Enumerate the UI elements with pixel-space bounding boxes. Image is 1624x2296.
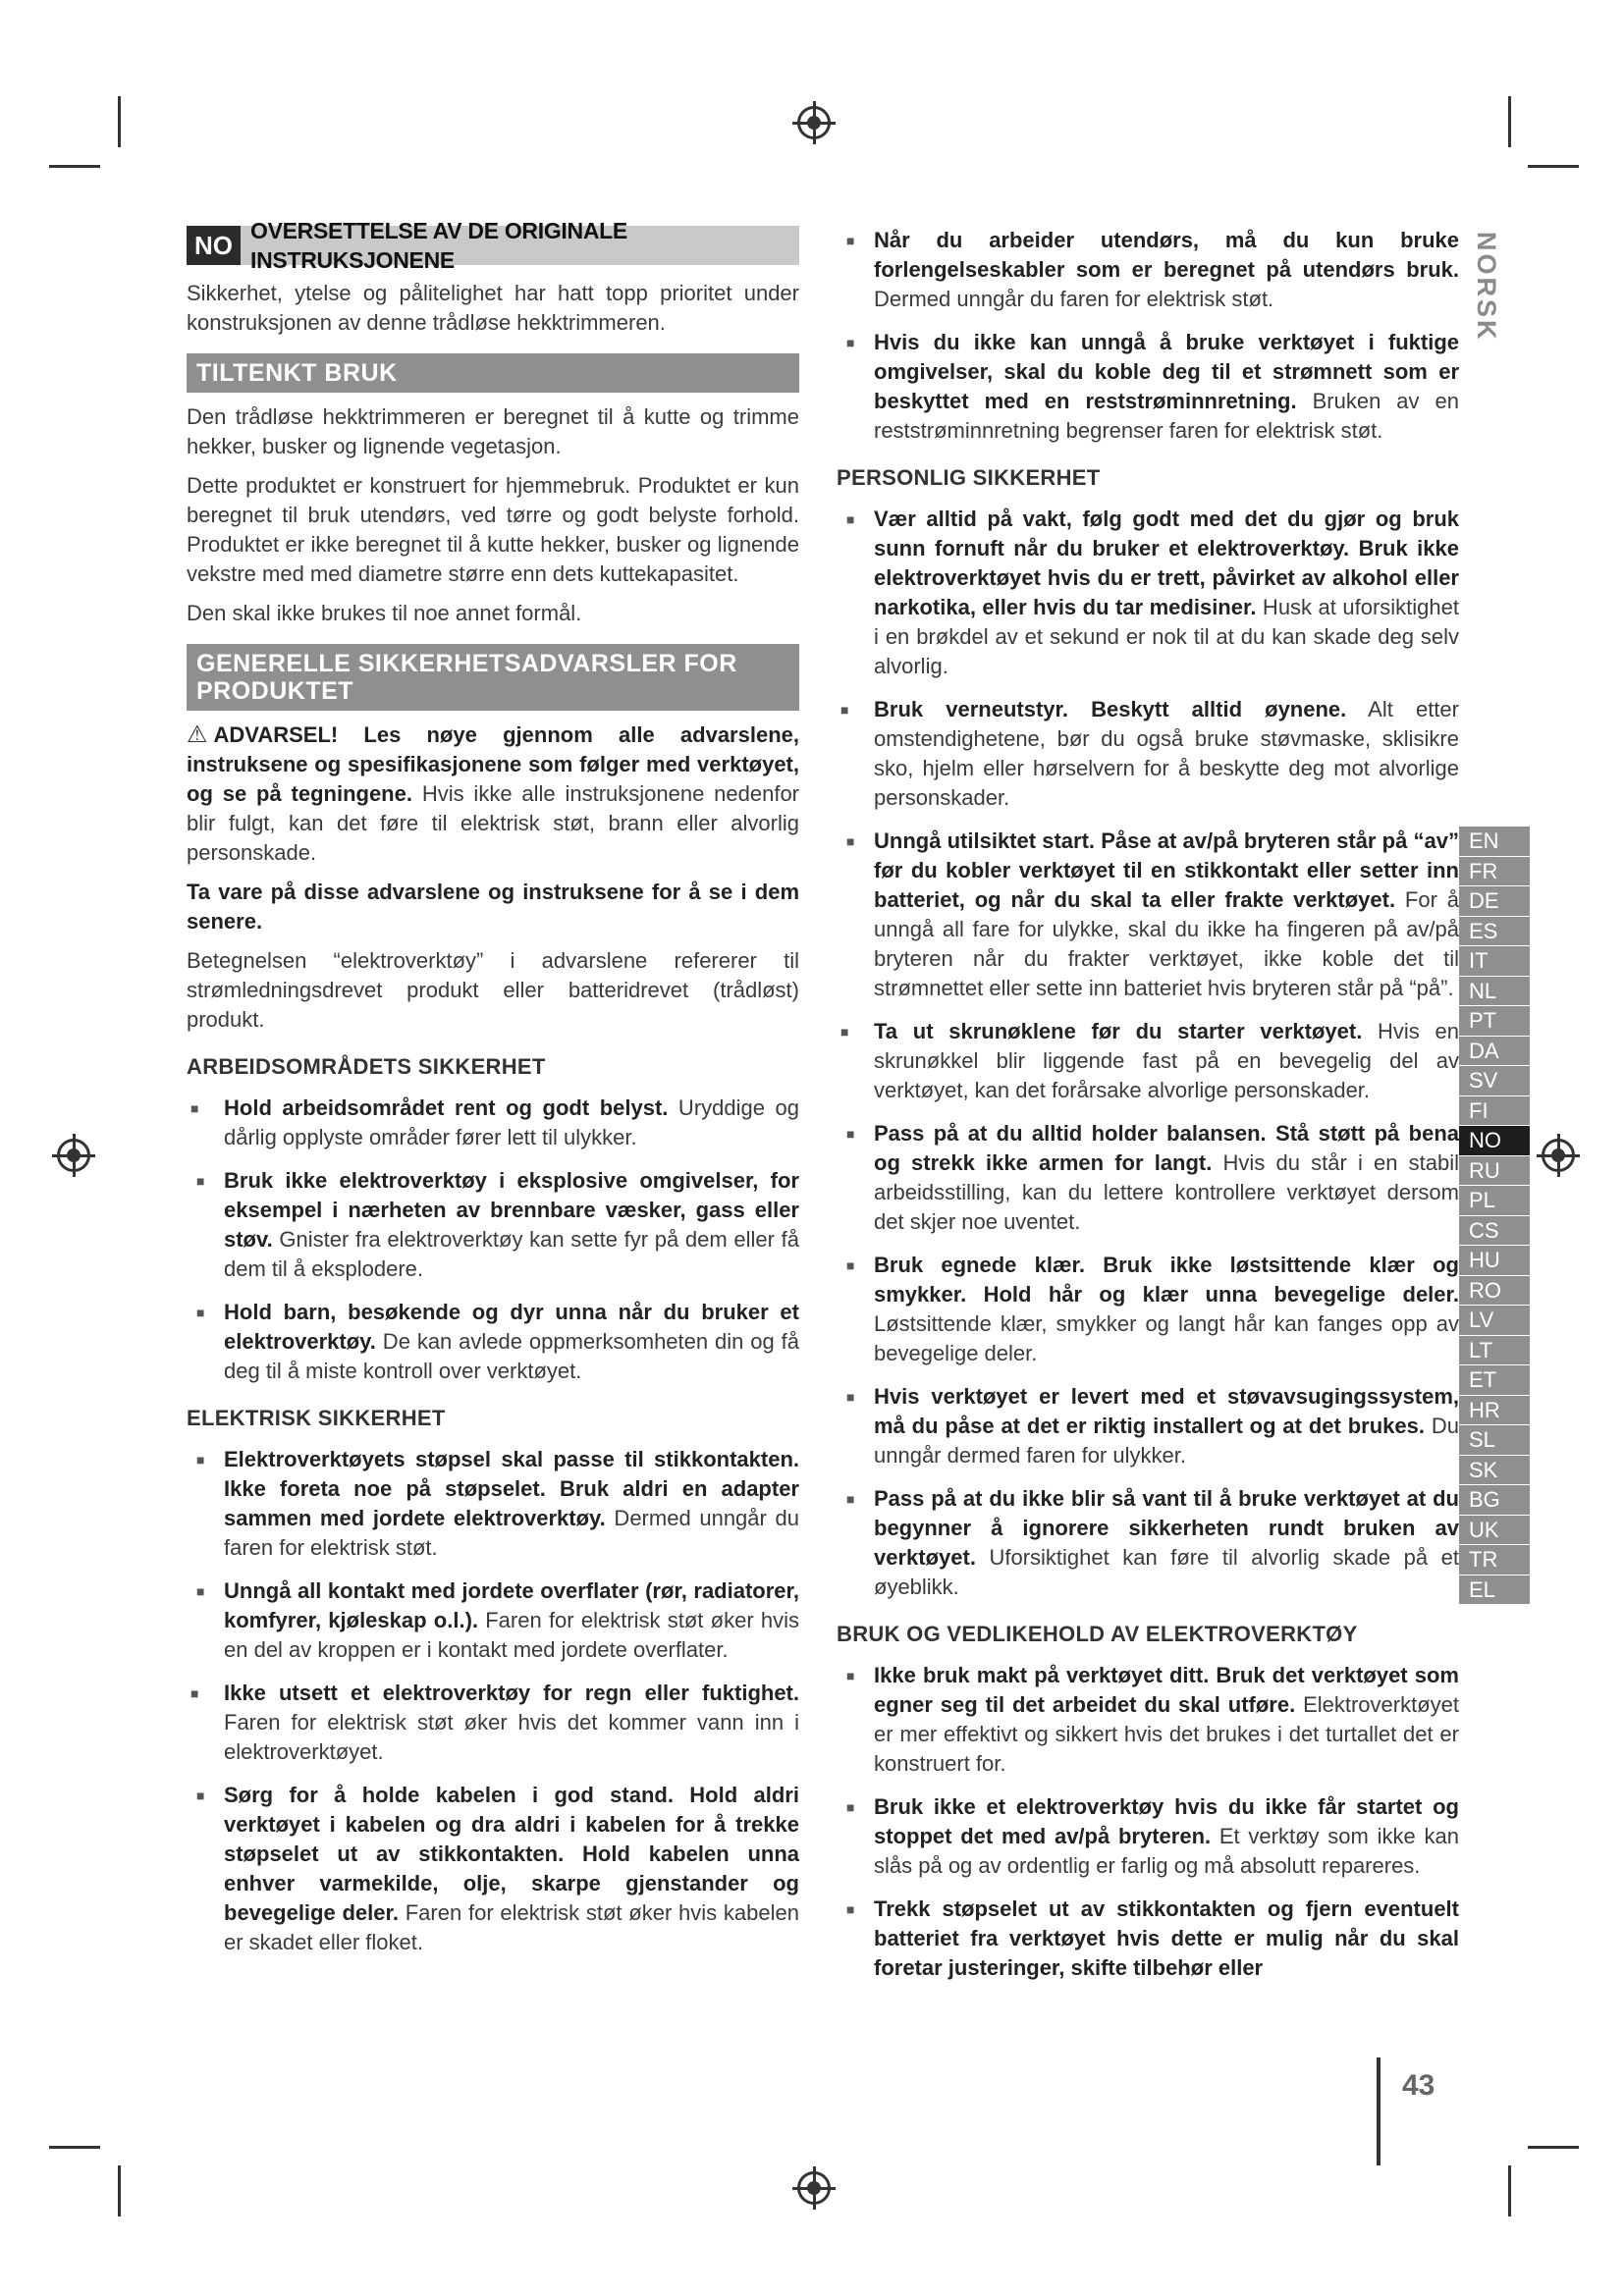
language-tab-sv[interactable]: SV — [1459, 1066, 1530, 1096]
item-bold: Vær alltid på vakt, følg godt med det du gjør og bruk sunn fornuft når du bruker et elektroverktøy. Bruk ikke elektroverktøyet hvis du er trett, påvirket av alkohol eller narkotika, eller hvis du tar medisiner. — [874, 507, 1459, 619]
subsection-title-work-area: ARBEIDSOMRÅDETS SIKKERHET — [187, 1054, 546, 1079]
list-item — [860, 1661, 1459, 1779]
item-bold: Ikke utsett et elektroverktøy for regn eller fuktighet. — [224, 1681, 799, 1705]
list-item — [860, 1382, 1459, 1470]
paragraph: Den skal ikke brukes til noe annet formål. — [187, 601, 582, 625]
item-bold: Bruk ikke et elektroverktøy hvis du ikke får startet og stoppet det med av/på bryteren. — [874, 1794, 1459, 1848]
list-item — [860, 1895, 1459, 1983]
item-text: Dermed unngår du faren for elektrisk støt. — [224, 1506, 799, 1560]
item-bold: Bruk egnede klær. Bruk ikke løstsittende klær og smykker. Hold hår og klær unna bevegelige deler. — [874, 1253, 1459, 1307]
item-bold: Elektroverktøyets støpsel skal passe til stikkontakten. Ikke foreta noe på støpselet. Bruk aldri en adapter sammen med jordete elektroverktøy. — [224, 1447, 799, 1530]
list-item — [837, 1017, 1459, 1105]
item-bold: Unngå all kontakt med jordete overflater (rør, radiatorer, komfyrer, kjøleskap o.l.). — [224, 1578, 799, 1632]
warning-bold: ADVARSEL! Les nøye gjennom alle advarslene, instruksene og spesifikasjonene som følger med verktøyet, og se på tegningene. — [187, 722, 799, 806]
list-item — [860, 1251, 1459, 1368]
item-text: Uryddige og dårlig opplyste områder fører lett til ulykker. — [224, 1095, 799, 1149]
crop-mark — [1528, 165, 1579, 168]
language-tab-list — [1459, 827, 1530, 1605]
language-tab-hr[interactable]: HR — [1459, 1396, 1530, 1426]
list-item — [187, 1094, 799, 1152]
language-tab-ro[interactable]: RO — [1459, 1276, 1530, 1307]
language-tab-bg[interactable]: BG — [1459, 1485, 1530, 1516]
list-item — [187, 1679, 799, 1767]
item-bold: Pass på at du alltid holder balansen. Stå støtt på bena og strekk ikke armen for langt. — [874, 1121, 1459, 1175]
paragraph: Den trådløse hekktrimmeren er beregnet til å kutte og trimme hekker, busker og lignende vegetasjon. — [187, 404, 799, 458]
list-item — [210, 1576, 799, 1665]
language-code: NO — [187, 226, 241, 265]
language-tab-hu[interactable]: HU — [1459, 1246, 1530, 1276]
item-bold: Unngå utilsiktet start. Påse at av/på bryteren står på “av” før du kobler verktøyet til en stikkontakt eller setter inn batteriet, og når du skal ta eller frakte verktøyet. — [874, 828, 1459, 912]
crop-mark — [49, 165, 100, 168]
registration-mark-icon — [797, 106, 831, 139]
language-tab-no[interactable]: NO — [1459, 1126, 1530, 1156]
warning-triangle-icon: ⚠ — [187, 721, 208, 748]
language-tab-cs[interactable]: CS — [1459, 1216, 1530, 1247]
item-bold: Pass på at du ikke blir så vant til å bruke verktøyet at du begynner å ignorere sikkerheten rundt bruken av verktøyet. — [874, 1486, 1459, 1570]
list-item — [860, 1484, 1459, 1602]
crop-mark — [1528, 2146, 1579, 2149]
keep-instructions-text: Ta vare på disse advarslene og instruksene for å se i dem senere. — [187, 880, 799, 934]
item-bold: Hvis verktøyet er levert med et støvavsugingssystem, må du påse at det er riktig installert og at det brukes. — [874, 1384, 1459, 1438]
list-item — [837, 695, 1459, 813]
item-text: De kan avlede oppmerksomheten din og få deg til å miste kontroll over verktøyet. — [224, 1329, 799, 1383]
language-tab-lt[interactable]: LT — [1459, 1336, 1530, 1366]
language-tab-sk[interactable]: SK — [1459, 1456, 1530, 1486]
item-text: Faren for elektrisk støt øker hvis det kommer vann inn i elektroverktøyet. — [224, 1710, 799, 1764]
language-tab-sl[interactable]: SL — [1459, 1425, 1530, 1456]
keep-instructions — [187, 878, 799, 936]
language-tab-da[interactable]: DA — [1459, 1037, 1530, 1067]
item-text: Uforsiktighet kan føre til alvorlig skade på et øyeblikk. — [874, 1545, 1459, 1599]
language-tab-pt[interactable]: PT — [1459, 1006, 1530, 1037]
item-text: Bruken av en reststrøminnretning begrenser faren for elektrisk støt. — [874, 389, 1459, 443]
list-item — [210, 1781, 799, 1957]
item-bold: Hold barn, besøkende og dyr unna når du bruker et elektroverktøy. — [224, 1300, 799, 1354]
item-bold: Bruk verneutstyr. Beskytt alltid øynene. — [874, 697, 1347, 721]
item-text: Elektroverktøyet er mer effektivt og sikkert hvis det brukes i det turtallet det er konstruert for. — [874, 1692, 1460, 1776]
subsection-title-maintenance: BRUK OG VEDLIKEHOLD AV ELEKTROVERKTØY — [837, 1622, 1358, 1646]
language-tab-tr[interactable]: TR — [1459, 1545, 1530, 1575]
paragraph: Dette produktet er konstruert for hjemmebruk. Produktet er kun beregnet til bruk utendørs, ved tørre og godt belyste forhold. Produktet er ikke beregnet til å kutte hekker, busker og lignende vekstre med med diametre større enn dets kuttekapasitet. — [187, 473, 799, 586]
item-text: Husk at uforsiktighet i en brøkdel av et sekund er nok til at du kan skade deg selv alvorlig. — [874, 595, 1459, 678]
language-tab-it[interactable]: IT — [1459, 946, 1530, 977]
crop-mark — [118, 2165, 121, 2216]
language-tab-es[interactable]: ES — [1459, 917, 1530, 947]
left-column — [187, 218, 800, 1971]
list-item — [210, 1298, 799, 1386]
page-number-divider — [1377, 2057, 1380, 2165]
language-tab-uk[interactable]: UK — [1459, 1516, 1530, 1546]
term-paragraph: Betegnelsen “elektroverktøy” i advarslene refererer til strømledningsdrevet produkt eller batteridrevet (trådløst) produkt. — [187, 948, 799, 1032]
language-tab-de[interactable]: DE — [1459, 886, 1530, 917]
list-item — [860, 1792, 1459, 1881]
item-text: For å unngå all fare for ulykke, skal du ikke ha fingeren på av/på bryteren når du frakter verktøyet, ikke koble det til strømnettet eller sette inn batteriet hvis bryteren står på “på”. — [874, 887, 1460, 1000]
list-item — [860, 827, 1459, 1003]
language-side-label: NORSK — [1472, 232, 1501, 343]
warning-text: Hvis ikke alle instruksjonene nedenfor blir fulgt, kan det føre til elektrisk støt, brann eller alvorlig personskade. — [187, 781, 800, 865]
page-header — [187, 218, 799, 273]
item-text: Hvis en skrunøkkel blir liggende fast på en bevegelig del av verktøyet, kan det forårsake alvorlige personskader. — [874, 1019, 1459, 1102]
right-column — [837, 226, 1459, 1997]
registration-mark-icon — [1542, 1139, 1575, 1172]
registration-mark-icon — [797, 2171, 831, 2205]
crop-mark — [49, 2146, 100, 2149]
item-text: Hvis du står i en stabil arbeidsstilling, kan du lettere kontrollere verktøyet dersom det skjer noe uventet. — [874, 1150, 1460, 1234]
list-item — [860, 226, 1459, 314]
crop-mark — [1508, 96, 1511, 147]
item-bold: Trekk støpselet ut av stikkontakten og fjern eventuelt batteriet fra verktøyet hvis dette er mulig når du skal foretar justeringer, skifte tilbehør eller — [874, 1896, 1459, 1980]
language-tab-et[interactable]: ET — [1459, 1365, 1530, 1396]
page-number: 43 — [1402, 2069, 1435, 2102]
item-text: Faren for elektrisk støt øker hvis kabelen er skadet eller floket. — [224, 1900, 800, 1954]
language-tab-pl[interactable]: PL — [1459, 1186, 1530, 1216]
item-bold: Ikke bruk makt på verktøyet ditt. Bruk det verktøyet som egner seg til det arbeidet du skal utføre. — [874, 1663, 1459, 1717]
list-item — [860, 1119, 1459, 1237]
subsection-title-personal: PERSONLIG SIKKERHET — [837, 465, 1101, 490]
page-title: OVERSETTELSE AV DE ORIGINALE INSTRUKSJONENE — [250, 218, 627, 273]
item-text: Løstsittende klær, smykker og langt hår kan fanges opp av bevegelige deler. — [874, 1311, 1459, 1365]
item-text: Et verktøy som ikke kan slås på og av ordentlig er farlig og må absolutt repareres. — [874, 1824, 1459, 1878]
item-bold: Hold arbeidsområdet rent og godt belyst. — [224, 1095, 669, 1120]
item-bold: Sørg for å holde kabelen i god stand. Hold aldri verktøyet i kabelen og dra aldri i kabelen for å trekke støpselet ut av stikkontakten. Hold kabelen unna enhver varmekilde, olje, skarpe gjenstander og bevegelige deler. — [224, 1783, 799, 1925]
language-tab-el[interactable]: EL — [1459, 1575, 1530, 1606]
warning-paragraph — [187, 721, 799, 868]
list-item — [210, 1445, 799, 1563]
item-bold: Ta ut skrunøklene før du starter verktøyet. — [874, 1019, 1363, 1043]
item-text: Gnister fra elektroverktøy kan sette fyr på dem eller få dem til å eksplodere. — [224, 1227, 799, 1281]
list-item — [210, 1166, 799, 1284]
item-bold: Hvis du ikke kan unngå å bruke verktøyet i fuktige omgivelser, skal du koble deg til et strømnett som er beskyttet med en reststrøminnretning. — [874, 330, 1459, 413]
crop-mark — [118, 96, 121, 147]
intro-paragraph: Sikkerhet, ytelse og pålitelighet har hatt topp prioritet under konstruksjonen av denne trådløse hekktrimmeren. — [187, 281, 799, 335]
section-title-intended-use: TILTENKT BRUK — [187, 353, 799, 393]
item-text: Du unngår dermed faren for ulykker. — [874, 1414, 1459, 1468]
item-bold: Bruk ikke elektroverktøy i eksplosive omgivelser, for eksempel i nærheten av brennbare væsker, gass eller støv. — [224, 1168, 799, 1252]
item-text: Dermed unngår du faren for elektrisk støt. — [874, 287, 1274, 311]
item-text: Faren for elektrisk støt øker hvis en del av kroppen er i kontakt med jordete overflater. — [224, 1608, 799, 1662]
language-tab-nl[interactable]: NL — [1459, 977, 1530, 1007]
item-bold: Når du arbeider utendørs, må du kun bruke forlengelseskabler som er beregnet på utendørs bruk. — [874, 228, 1459, 282]
registration-mark-icon — [57, 1139, 90, 1172]
language-tab-fr[interactable]: FR — [1459, 857, 1530, 887]
list-item — [860, 505, 1459, 681]
subsection-title-electrical: ELEKTRISK SIKKERHET — [187, 1406, 446, 1430]
crop-mark — [1508, 2165, 1511, 2216]
item-text: Alt etter omstendighetene, bør du også bruke støvmaske, sklisikre sko, hjelm eller hørselvern for å beskytte deg mot alvorlige personskader. — [874, 697, 1459, 810]
list-item — [860, 328, 1459, 446]
section-title-general-warnings: GENERELLE SIKKERHETSADVARSLER FOR PRODUKTET — [187, 644, 799, 711]
language-tab-lv[interactable]: LV — [1459, 1306, 1530, 1336]
language-tab-ru[interactable]: RU — [1459, 1156, 1530, 1187]
language-tab-fi[interactable]: FI — [1459, 1096, 1530, 1127]
language-tab-en[interactable]: EN — [1459, 827, 1530, 857]
